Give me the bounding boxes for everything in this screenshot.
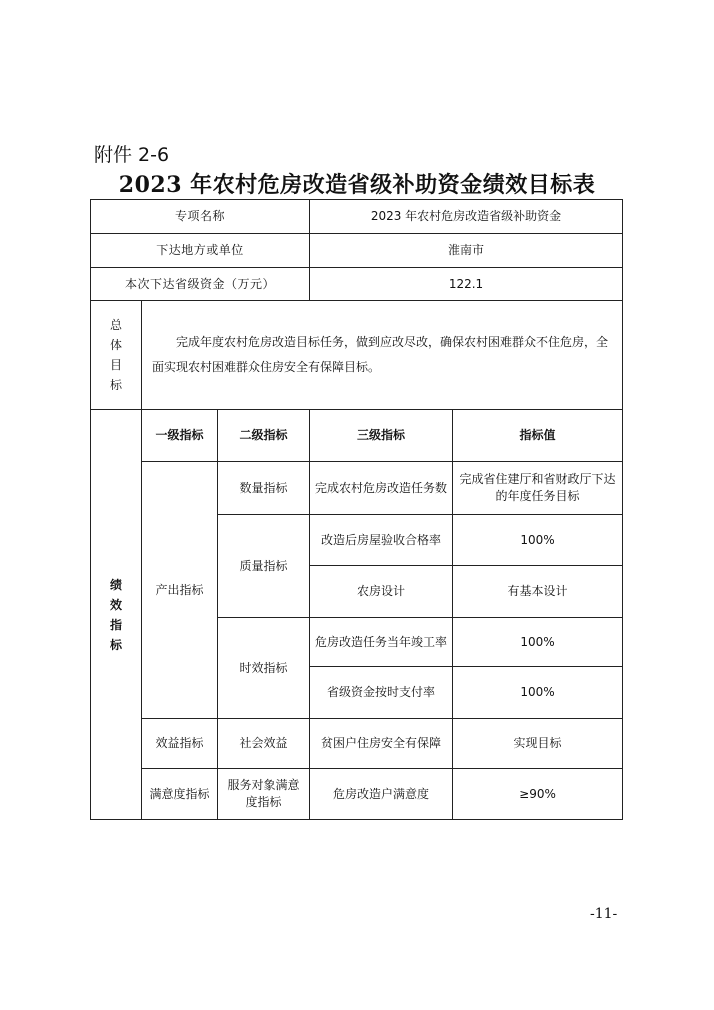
overall-goal-row — [91, 301, 623, 410]
indicator-item: 危房改造任务当年竣工率 — [310, 618, 453, 667]
indicator-header-row — [91, 410, 623, 462]
service-satisfaction-label: 服务对象满意度指标 — [218, 769, 310, 820]
header-value: 指标值 — [453, 410, 623, 462]
indicator-value: 100% — [453, 515, 623, 566]
benefit-indicator-label: 效益指标 — [142, 719, 218, 769]
timeliness-indicator-label: 时效指标 — [218, 618, 310, 719]
social-benefit-label: 社会效益 — [218, 719, 310, 769]
indicator-item: 贫困户住房安全有保障 — [310, 719, 453, 769]
page-number: -11- — [590, 906, 618, 922]
indicator-item: 改造后房屋验收合格率 — [310, 515, 453, 566]
indicator-value: 有基本设计 — [453, 566, 623, 618]
indicator-item: 完成农村危房改造任务数 — [310, 462, 453, 515]
region-row — [91, 234, 623, 268]
indicator-item: 省级资金按时支付率 — [310, 667, 453, 719]
indicator-item: 危房改造户满意度 — [310, 769, 453, 820]
satisfaction-indicator-label: 满意度指标 — [142, 769, 218, 820]
region-label: 下达地方或单位 — [91, 234, 310, 268]
region-value: 淮南市 — [310, 234, 623, 268]
table-row — [91, 769, 623, 820]
quality-indicator-label: 质量指标 — [218, 515, 310, 618]
overall-goal-label: 总 体 目 标 — [91, 301, 142, 410]
indicator-value: 100% — [453, 667, 623, 719]
table-row — [91, 719, 623, 769]
indicator-value: 完成省住建厅和省财政厅下达的年度任务目标 — [453, 462, 623, 515]
output-indicator-label: 产出指标 — [142, 462, 218, 719]
project-name-value: 2023 年农村危房改造省级补助资金 — [310, 200, 623, 234]
performance-target-table — [90, 199, 623, 820]
document-title: 2023 年农村危房改造省级补助资金绩效目标表 — [118, 172, 596, 198]
table-row — [91, 462, 623, 515]
performance-indicator-label: 绩 效 指 标 — [91, 410, 142, 820]
overall-goal-text: 完成年度农村危房改造目标任务，做到应改尽改，确保农村困难群众不住危房，全面实现农村困难群众住房安全有保障目标。 — [142, 301, 623, 410]
funds-value: 122.1 — [310, 268, 623, 301]
indicator-value: ≥90% — [453, 769, 623, 820]
header-level2: 二级指标 — [218, 410, 310, 462]
indicator-item: 农房设计 — [310, 566, 453, 618]
indicator-value: 100% — [453, 618, 623, 667]
project-name-label: 专项名称 — [91, 200, 310, 234]
funds-label: 本次下达省级资金（万元） — [91, 268, 310, 301]
header-level3: 三级指标 — [310, 410, 453, 462]
funds-row — [91, 268, 623, 301]
header-level1: 一级指标 — [142, 410, 218, 462]
project-name-row — [91, 200, 623, 234]
indicator-value: 实现目标 — [453, 719, 623, 769]
quantity-indicator-label: 数量指标 — [218, 462, 310, 515]
attachment-label: 附件 2-6 — [94, 144, 170, 166]
